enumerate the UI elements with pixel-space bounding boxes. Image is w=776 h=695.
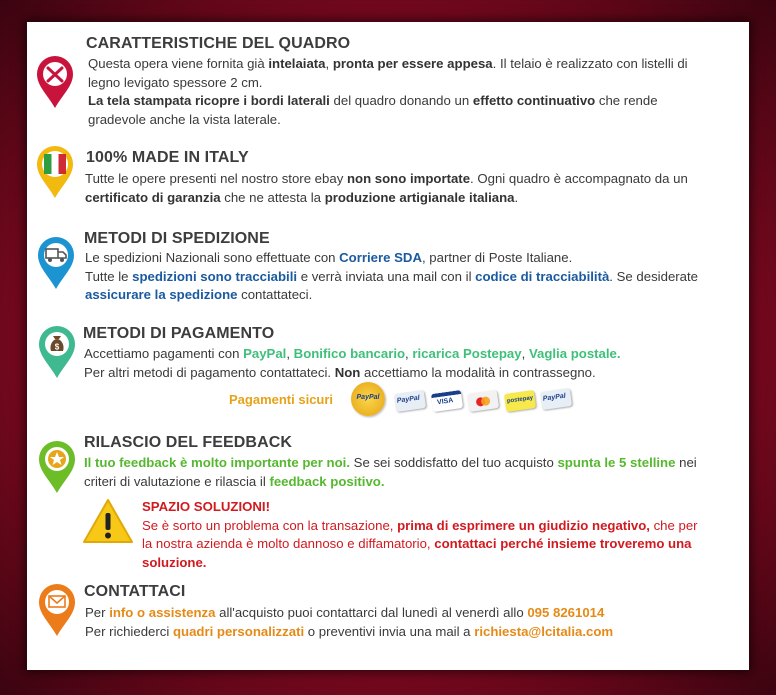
- payment-text: Accettiamo pagamenti con PayPal, Bonifico bancario, ricarica Postepay, Vaglia postale. Per altri metodi di pagamento contattateci. Non accettiamo la modalità in contrassegno.: [84, 346, 621, 380]
- contact-text: Per info o assistenza all'acquisto puoi contattarci dal lunedì al venerdì allo 095 8261014 Per richiederci quadri personalizzati o preventivi invia una mail a richiesta@lcitalia.com: [85, 605, 614, 639]
- made-in-italy-title: 100% MADE IN ITALY: [86, 149, 249, 166]
- paypal-card-icon: PayPal: [394, 390, 426, 412]
- solutions-box: SPAZIO SOLUZIONI! Se è sorto un problema con la transazione, prima di esprimere un giudizio negativo, che per la nostra azienda è molto dannoso e diffamatorio, contattaci perché insieme troveremo una soluzione.: [142, 499, 698, 570]
- paypal-seal-icon: PayPal: [351, 382, 385, 416]
- mastercard-icon: [467, 390, 499, 412]
- money-bag-icon: [37, 324, 77, 380]
- frame-tools-icon: [35, 54, 75, 110]
- visa-card-icon: VISA: [431, 390, 463, 412]
- made-in-italy-text: Tutte le opere presenti nel nostro store ebay non sono importate. Ogni quadro è accompagnato da un certificato di garanzia che ne attesta la produzione artigianale italiana.: [85, 171, 688, 205]
- postepay-card-icon: postepay: [504, 390, 536, 412]
- features-title: CARATTERISTICHE DEL QUADRO: [86, 35, 351, 52]
- features-text: Questa opera viene fornita già intelaiata, pronta per essere appesa. Il telaio è realizzato con listelli di legno levigato spessore 2 cm. La tela stampata ricopre i bordi laterali del quadro donando un effetto continuativo che rende gradevole anche la vista laterale.: [88, 56, 688, 127]
- truck-icon: [36, 235, 76, 291]
- italy-flag-icon: [35, 144, 75, 200]
- mail-icon: [37, 582, 77, 638]
- contact-title: CONTATTACI: [84, 583, 186, 600]
- contact-email-link[interactable]: richiesta@lcitalia.com: [474, 623, 614, 639]
- shipping-title: METODI DI SPEDIZIONE: [84, 230, 270, 247]
- feedback-text: Il tuo feedback è molto importante per noi. Se sei soddisfatto del tuo acquisto spunta le 5 stelline nei criteri di valutazione e rilascia il feedback positivo.: [84, 455, 697, 489]
- feedback-title: RILASCIO DEL FEEDBACK: [84, 434, 293, 451]
- shipping-text: Le spedizioni Nazionali sono effettuate con Corriere SDA, partner di Poste Italiane. Tutte le spedizioni sono tracciabili e verrà inviata una mail con il codice di tracciabilità. Se desiderate assicurare la spedizione contattateci.: [85, 250, 699, 302]
- paypal-card-2-icon: PayPal: [540, 388, 572, 410]
- info-panel: [27, 22, 749, 670]
- star-icon: [37, 439, 77, 495]
- warning-icon: [82, 497, 134, 547]
- solutions-title: SPAZIO SOLUZIONI!: [142, 499, 270, 514]
- svg-text:$: $: [54, 342, 60, 352]
- payment-title: METODI DI PAGAMENTO: [83, 325, 275, 342]
- secure-payments-label: Pagamenti sicuri: [229, 392, 334, 407]
